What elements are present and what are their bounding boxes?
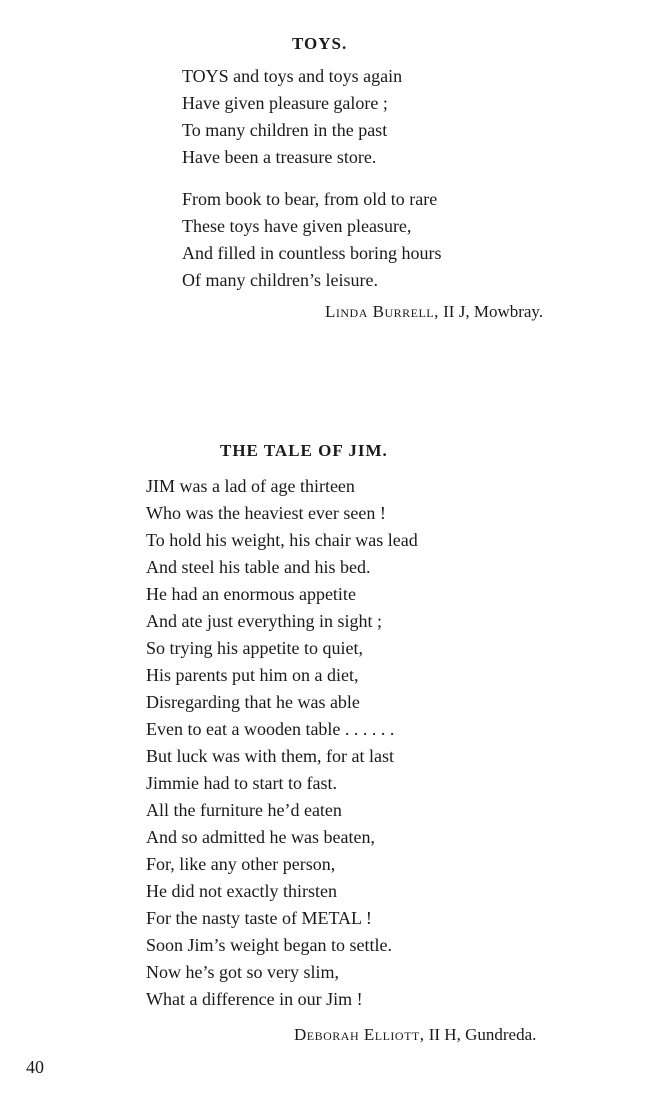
- poem-line: And so admitted he was beaten,: [146, 827, 375, 847]
- poem-line: Of many children’s leisure.: [182, 270, 378, 290]
- poem-line: Jimmie had to start to fast.: [146, 773, 337, 793]
- poem-line: All the furniture he’d eaten: [146, 800, 342, 820]
- poem-title-toys: TOYS.: [292, 34, 348, 53]
- poem-toys-author: [325, 302, 543, 322]
- poem-line: And ate just everything in sight ;: [146, 611, 382, 631]
- poem-toys-stanza-1: [182, 63, 402, 171]
- poem-line: Who was the heaviest ever seen !: [146, 503, 386, 523]
- poem-line: From book to bear, from old to rare: [182, 189, 438, 209]
- poem-line: What a difference in our Jim !: [146, 989, 363, 1009]
- poem-line: To many children in the past: [182, 120, 388, 140]
- poem-toys-stanza-2: [182, 186, 441, 294]
- author-class-house: II J, Mowbray.: [438, 302, 544, 321]
- poem-line: To hold his weight, his chair was lead: [146, 530, 418, 550]
- author-name: Deborah Elliott,: [294, 1025, 425, 1044]
- poem-line: And filled in countless boring hours: [182, 243, 442, 263]
- author-class-house: II H, Gundreda.: [424, 1025, 537, 1044]
- poem-line: He did not exactly thirsten: [146, 881, 337, 901]
- poem-line: But luck was with them, for at last: [146, 746, 394, 766]
- poem-line: TOYS and toys and toys again: [182, 66, 403, 86]
- poem-line: His parents put him on a diet,: [146, 665, 359, 685]
- poem-line: Soon Jim’s weight began to settle.: [146, 935, 392, 955]
- poem-line: Even to eat a wooden table . . . . . .: [146, 719, 395, 739]
- poem-line: For the nasty taste of METAL !: [146, 908, 372, 928]
- poem-jim-author: [294, 1025, 536, 1045]
- poem-line: Now he’s got so very slim,: [146, 962, 339, 982]
- poem-jim-body: [146, 473, 418, 1013]
- poem-line: For, like any other person,: [146, 854, 336, 874]
- poem-line: These toys have given pleasure,: [182, 216, 412, 236]
- poem-line: He had an enormous appetite: [146, 584, 356, 604]
- page-number: 40: [26, 1057, 44, 1077]
- author-name: Linda Burrell,: [325, 302, 439, 321]
- poem-line: So trying his appetite to quiet,: [146, 638, 363, 658]
- poem-line: JIM was a lad of age thirteen: [146, 476, 355, 496]
- poem-line: Have been a treasure store.: [182, 147, 377, 167]
- poem-line: Disregarding that he was able: [146, 692, 360, 712]
- poem-line: And steel his table and his bed.: [146, 557, 371, 577]
- poem-title-jim: THE TALE OF JIM.: [220, 441, 388, 460]
- poem-line: Have given pleasure galore ;: [182, 93, 388, 113]
